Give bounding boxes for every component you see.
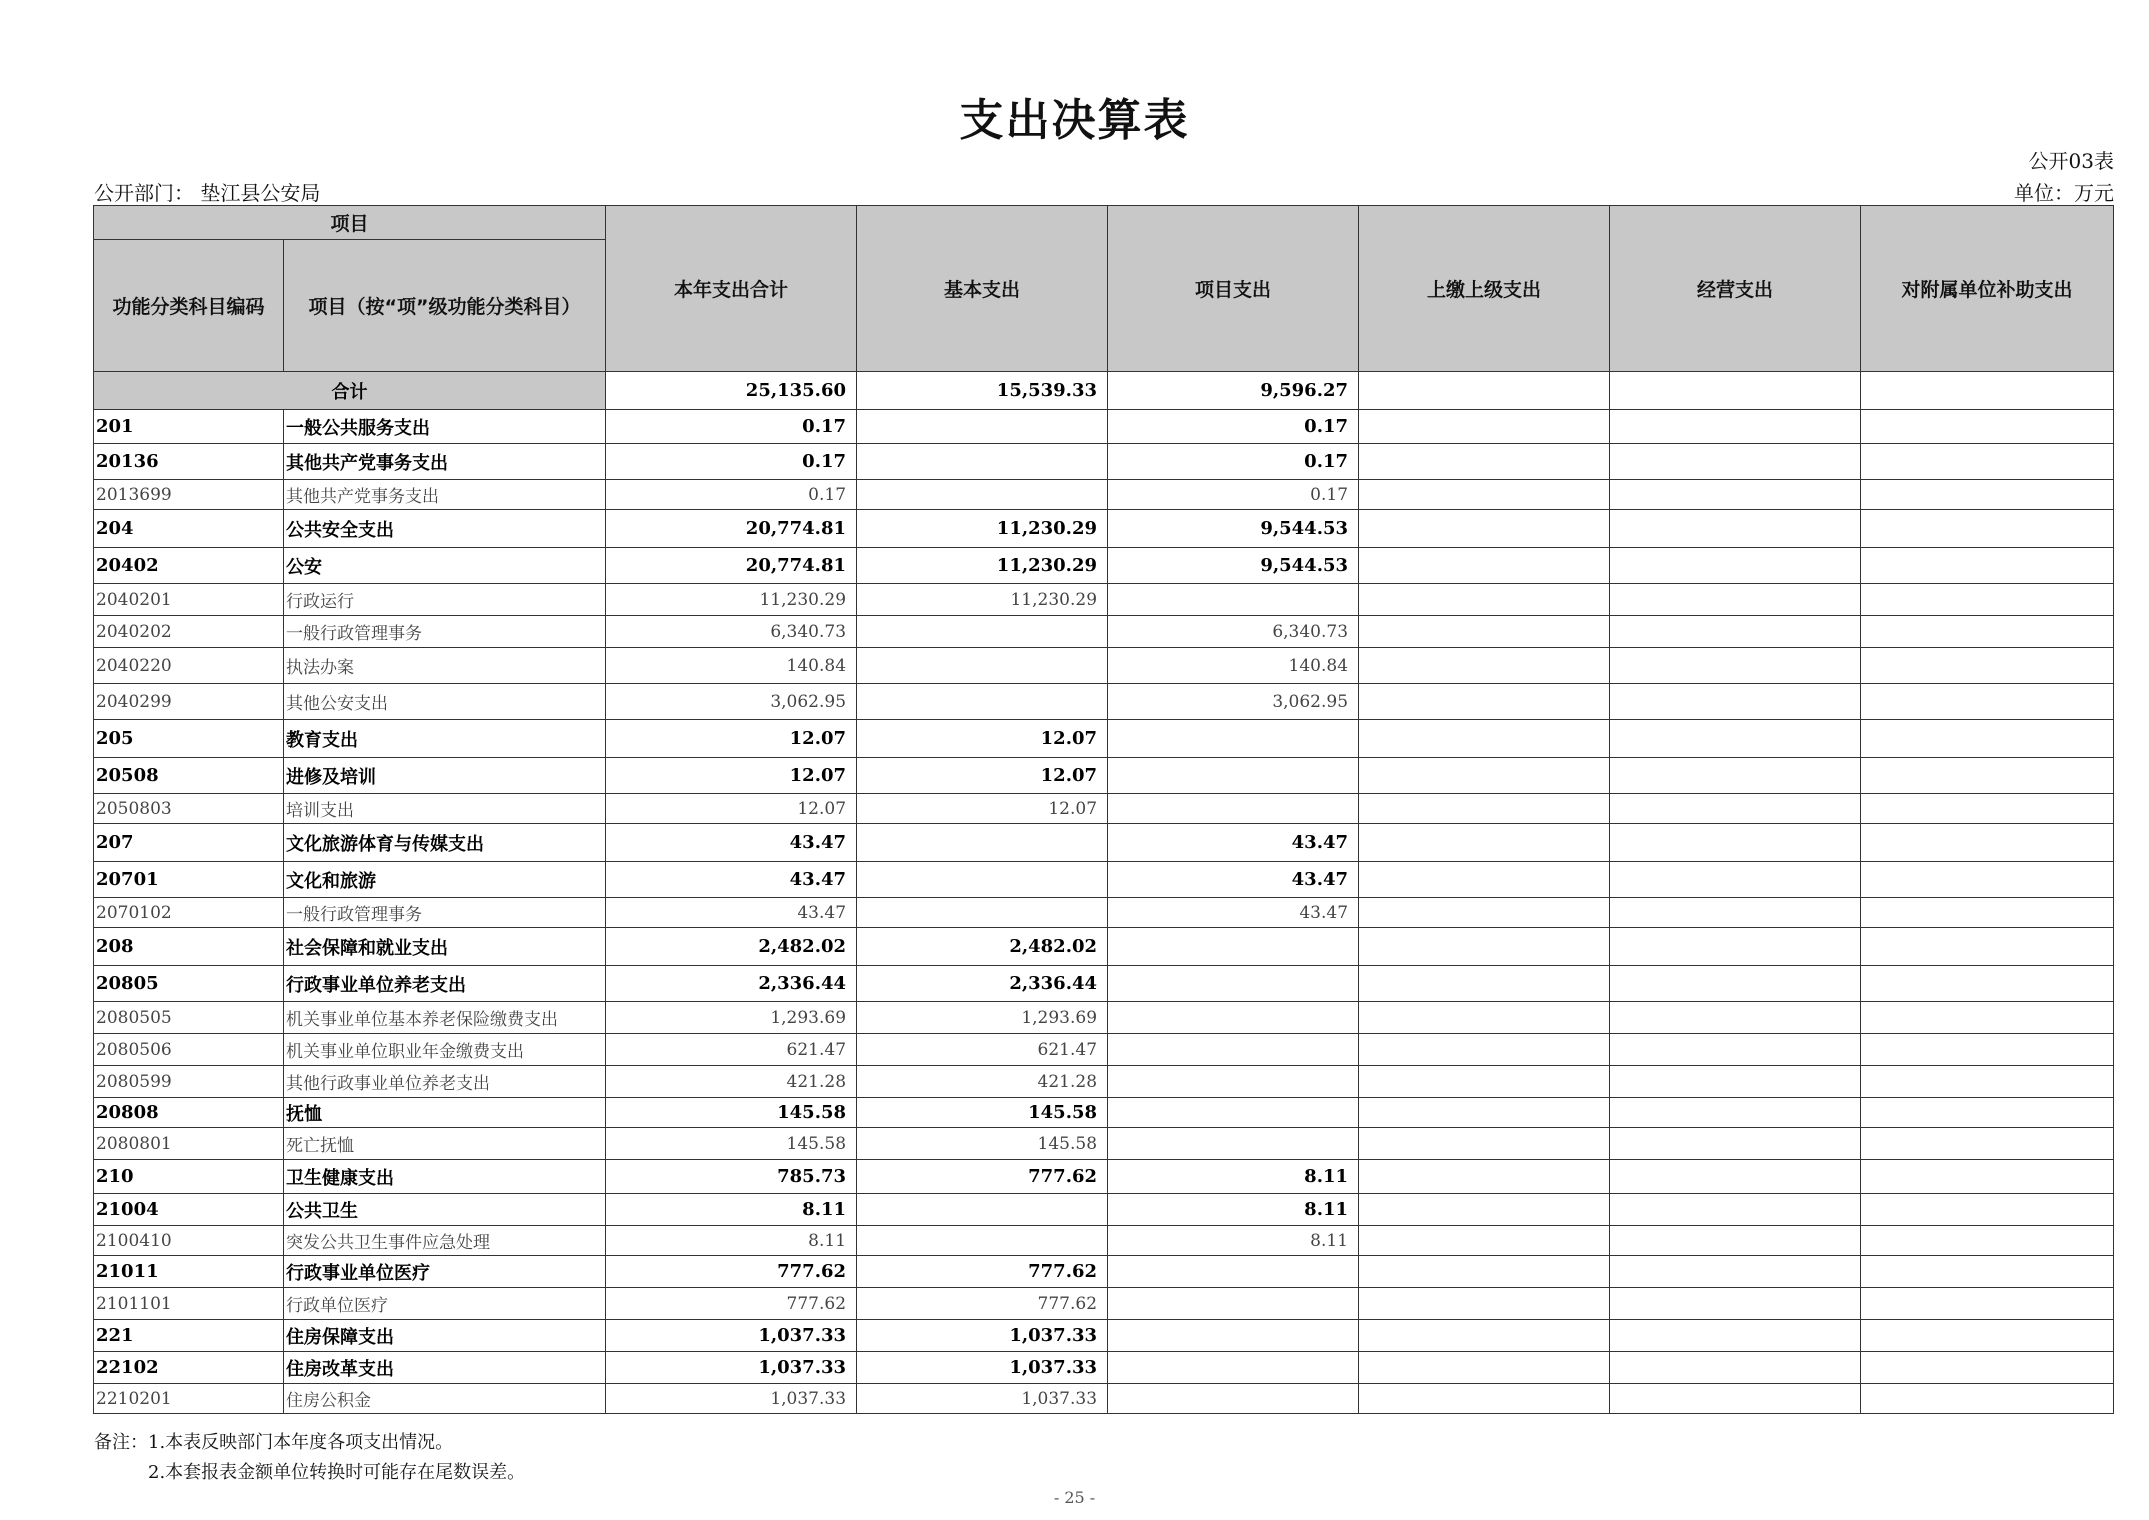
cell-upper [1359, 1320, 1610, 1352]
cell-project: 8.11 [1108, 1160, 1359, 1194]
cell-name: 其他公安支出 [284, 684, 606, 720]
cell-subsidy [1861, 548, 2114, 584]
cell-basic: 1,037.33 [857, 1320, 1108, 1352]
note-2: 2.本套报表金额单位转换时可能存在尾数误差。 [148, 1462, 526, 1483]
cell-basic [857, 862, 1108, 898]
cell-name: 行政运行 [284, 584, 606, 616]
cell-name: 文化和旅游 [284, 862, 606, 898]
cell-upper [1359, 1226, 1610, 1256]
cell-upper [1359, 966, 1610, 1002]
cell-upper [1359, 758, 1610, 794]
table-row [94, 794, 2114, 824]
table-row [94, 1384, 2114, 1414]
cell-total: 0.17 [606, 410, 857, 444]
cell-basic: 145.58 [857, 1128, 1108, 1160]
cell-project: 8.11 [1108, 1194, 1359, 1226]
cell-code: 205 [94, 720, 284, 758]
cell-code: 2040220 [94, 648, 284, 684]
cell-subsidy [1861, 648, 2114, 684]
cell-upper [1359, 1002, 1610, 1034]
cell-upper [1359, 548, 1610, 584]
cell-project [1108, 966, 1359, 1002]
cell-total: 777.62 [606, 1288, 857, 1320]
cell-name: 其他共产党事务支出 [284, 444, 606, 480]
cell-business [1610, 928, 1861, 966]
cell-code: 22102 [94, 1352, 284, 1384]
cell-subsidy [1861, 1002, 2114, 1034]
cell-subsidy [1861, 1288, 2114, 1320]
cell-total: 1,037.33 [606, 1320, 857, 1352]
cell-project [1108, 584, 1359, 616]
cell-project: 140.84 [1108, 648, 1359, 684]
cell-business [1610, 1256, 1861, 1288]
cell-business [1610, 1098, 1861, 1128]
cell-upper [1359, 510, 1610, 548]
cell-name: 执法办案 [284, 648, 606, 684]
table-row [94, 410, 2114, 444]
cell-total: 11,230.29 [606, 584, 857, 616]
cell-business [1610, 898, 1861, 928]
department-label: 公开部门： 垫江县公安局 [94, 181, 321, 205]
table-row [94, 758, 2114, 794]
cell-code: 208 [94, 928, 284, 966]
table-row [94, 1320, 2114, 1352]
cell-total: 2,336.44 [606, 966, 857, 1002]
cell-total: 1,293.69 [606, 1002, 857, 1034]
cell-code: 210 [94, 1160, 284, 1194]
cell-upper [1359, 1128, 1610, 1160]
header-project-exp: 项目支出 [1108, 206, 1359, 372]
table-row [94, 928, 2114, 966]
cell-subsidy [1861, 684, 2114, 720]
table-row [94, 824, 2114, 862]
cell-code: 2050803 [94, 794, 284, 824]
cell-code: 2040201 [94, 584, 284, 616]
cell-upper [1359, 480, 1610, 510]
cell-name: 一般行政管理事务 [284, 898, 606, 928]
cell-upper [1359, 444, 1610, 480]
cell-code: 207 [94, 824, 284, 862]
cell-business [1610, 1066, 1861, 1098]
cell-subsidy [1861, 966, 2114, 1002]
cell-upper [1359, 1384, 1610, 1414]
cell-subsidy [1861, 1256, 2114, 1288]
cell-upper [1359, 720, 1610, 758]
cell-code: 20808 [94, 1098, 284, 1128]
cell-project: 0.17 [1108, 444, 1359, 480]
table-row [94, 1128, 2114, 1160]
cell-basic: 1,293.69 [857, 1002, 1108, 1034]
cell-total: 12.07 [606, 720, 857, 758]
cell-subsidy [1861, 1066, 2114, 1098]
header-business: 经营支出 [1610, 206, 1861, 372]
cell-code: 2080599 [94, 1066, 284, 1098]
cell-code: 21004 [94, 1194, 284, 1226]
cell-name: 公共卫生 [284, 1194, 606, 1226]
cell-total: 3,062.95 [606, 684, 857, 720]
table-row [94, 1226, 2114, 1256]
total-upper-cell [1359, 372, 1610, 410]
cell-name: 文化旅游体育与传媒支出 [284, 824, 606, 862]
cell-project: 9,544.53 [1108, 510, 1359, 548]
cell-subsidy [1861, 510, 2114, 548]
cell-upper [1359, 616, 1610, 648]
cell-total: 8.11 [606, 1194, 857, 1226]
cell-project [1108, 1288, 1359, 1320]
total-basic-cell: 15,539.33 [857, 372, 1108, 410]
cell-business [1610, 1384, 1861, 1414]
cell-name: 培训支出 [284, 794, 606, 824]
cell-total: 43.47 [606, 862, 857, 898]
cell-business [1610, 616, 1861, 648]
table-row [94, 898, 2114, 928]
cell-code: 2080506 [94, 1034, 284, 1066]
cell-code: 20701 [94, 862, 284, 898]
cell-name: 死亡抚恤 [284, 1128, 606, 1160]
cell-project [1108, 794, 1359, 824]
cell-business [1610, 1002, 1861, 1034]
cell-total: 621.47 [606, 1034, 857, 1066]
cell-upper [1359, 684, 1610, 720]
cell-basic [857, 410, 1108, 444]
total-project-cell: 9,596.27 [1108, 372, 1359, 410]
cell-business [1610, 548, 1861, 584]
table-row [94, 1256, 2114, 1288]
header-code: 功能分类科目编码 [94, 240, 284, 372]
cell-code: 20508 [94, 758, 284, 794]
table-row [94, 966, 2114, 1002]
cell-subsidy [1861, 1226, 2114, 1256]
cell-upper [1359, 584, 1610, 616]
cell-project: 0.17 [1108, 410, 1359, 444]
cell-project: 43.47 [1108, 862, 1359, 898]
cell-project: 9,544.53 [1108, 548, 1359, 584]
cell-upper [1359, 1352, 1610, 1384]
cell-basic: 1,037.33 [857, 1384, 1108, 1414]
cell-project [1108, 1002, 1359, 1034]
cell-total: 785.73 [606, 1160, 857, 1194]
cell-business [1610, 720, 1861, 758]
header-project: 项目 [94, 206, 606, 240]
cell-name: 其他行政事业单位养老支出 [284, 1066, 606, 1098]
cell-basic [857, 444, 1108, 480]
table-row [94, 648, 2114, 684]
cell-name: 抚恤 [284, 1098, 606, 1128]
cell-business [1610, 824, 1861, 862]
cell-business [1610, 1194, 1861, 1226]
cell-upper [1359, 1098, 1610, 1128]
cell-basic: 621.47 [857, 1034, 1108, 1066]
cell-subsidy [1861, 928, 2114, 966]
cell-code: 21011 [94, 1256, 284, 1288]
table-row [94, 862, 2114, 898]
cell-total: 1,037.33 [606, 1384, 857, 1414]
cell-project: 3,062.95 [1108, 684, 1359, 720]
cell-business [1610, 1352, 1861, 1384]
cell-subsidy [1861, 720, 2114, 758]
cell-project [1108, 1320, 1359, 1352]
expenditure-table [93, 205, 2114, 1414]
cell-subsidy [1861, 1194, 2114, 1226]
cell-total: 12.07 [606, 758, 857, 794]
cell-name: 一般行政管理事务 [284, 616, 606, 648]
cell-basic [857, 1226, 1108, 1256]
cell-name: 进修及培训 [284, 758, 606, 794]
cell-subsidy [1861, 758, 2114, 794]
form-number: 公开03表 [2028, 149, 2114, 173]
cell-upper [1359, 898, 1610, 928]
cell-basic [857, 648, 1108, 684]
unit-label: 单位：万元 [2014, 181, 2114, 205]
cell-business [1610, 648, 1861, 684]
header-basic: 基本支出 [857, 206, 1108, 372]
cell-total: 421.28 [606, 1066, 857, 1098]
cell-project: 43.47 [1108, 898, 1359, 928]
cell-upper [1359, 824, 1610, 862]
cell-basic [857, 616, 1108, 648]
cell-project: 6,340.73 [1108, 616, 1359, 648]
cell-name: 行政事业单位医疗 [284, 1256, 606, 1288]
header-subsidy: 对附属单位补助支出 [1861, 206, 2114, 372]
cell-subsidy [1861, 1384, 2114, 1414]
cell-code: 204 [94, 510, 284, 548]
total-label: 合计 [94, 372, 606, 410]
cell-name: 其他共产党事务支出 [284, 480, 606, 510]
cell-subsidy [1861, 824, 2114, 862]
cell-name: 社会保障和就业支出 [284, 928, 606, 966]
cell-upper [1359, 1256, 1610, 1288]
cell-business [1610, 1320, 1861, 1352]
total-cell: 25,135.60 [606, 372, 857, 410]
cell-name: 突发公共卫生事件应急处理 [284, 1226, 606, 1256]
cell-total: 20,774.81 [606, 548, 857, 584]
cell-subsidy [1861, 898, 2114, 928]
cell-code: 201 [94, 410, 284, 444]
table-row [94, 684, 2114, 720]
table-row [94, 1160, 2114, 1194]
cell-basic [857, 824, 1108, 862]
cell-code: 2013699 [94, 480, 284, 510]
cell-basic: 12.07 [857, 758, 1108, 794]
cell-code: 20136 [94, 444, 284, 480]
table-row [94, 1002, 2114, 1034]
cell-basic: 2,482.02 [857, 928, 1108, 966]
cell-basic [857, 480, 1108, 510]
cell-basic: 2,336.44 [857, 966, 1108, 1002]
cell-business [1610, 684, 1861, 720]
cell-name: 机关事业单位基本养老保险缴费支出 [284, 1002, 606, 1034]
page-number: - 25 - [1053, 1488, 1096, 1507]
cell-subsidy [1861, 1352, 2114, 1384]
cell-total: 0.17 [606, 444, 857, 480]
table-row [94, 444, 2114, 480]
cell-code: 2040299 [94, 684, 284, 720]
cell-basic: 12.07 [857, 720, 1108, 758]
cell-project [1108, 720, 1359, 758]
header-upper: 上缴上级支出 [1359, 206, 1610, 372]
table-row [94, 1066, 2114, 1098]
total-subsidy-cell [1861, 372, 2114, 410]
cell-business [1610, 794, 1861, 824]
cell-business [1610, 584, 1861, 616]
cell-project [1108, 1352, 1359, 1384]
header-total: 本年支出合计 [606, 206, 857, 372]
cell-basic [857, 684, 1108, 720]
cell-basic: 145.58 [857, 1098, 1108, 1128]
cell-basic: 11,230.29 [857, 584, 1108, 616]
cell-business [1610, 1226, 1861, 1256]
notes [94, 1428, 525, 1488]
cell-basic: 777.62 [857, 1256, 1108, 1288]
cell-business [1610, 510, 1861, 548]
cell-upper [1359, 1288, 1610, 1320]
table-row [94, 584, 2114, 616]
cell-subsidy [1861, 794, 2114, 824]
cell-name: 住房公积金 [284, 1384, 606, 1414]
cell-total: 8.11 [606, 1226, 857, 1256]
cell-business [1610, 1128, 1861, 1160]
cell-project [1108, 1128, 1359, 1160]
cell-total: 145.58 [606, 1098, 857, 1128]
cell-business [1610, 758, 1861, 794]
cell-upper [1359, 1066, 1610, 1098]
cell-upper [1359, 1160, 1610, 1194]
cell-project: 0.17 [1108, 480, 1359, 510]
cell-subsidy [1861, 584, 2114, 616]
cell-subsidy [1861, 862, 2114, 898]
cell-name: 公共安全支出 [284, 510, 606, 548]
cell-basic: 11,230.29 [857, 510, 1108, 548]
cell-project: 43.47 [1108, 824, 1359, 862]
cell-upper [1359, 648, 1610, 684]
cell-business [1610, 444, 1861, 480]
cell-total: 140.84 [606, 648, 857, 684]
cell-basic [857, 898, 1108, 928]
table-row [94, 1194, 2114, 1226]
cell-upper [1359, 862, 1610, 898]
cell-code: 2210201 [94, 1384, 284, 1414]
table-row [94, 1352, 2114, 1384]
cell-upper [1359, 410, 1610, 444]
cell-business [1610, 1160, 1861, 1194]
cell-code: 2070102 [94, 898, 284, 928]
cell-project: 8.11 [1108, 1226, 1359, 1256]
table-row [94, 480, 2114, 510]
cell-subsidy [1861, 616, 2114, 648]
table-row [94, 616, 2114, 648]
table-row [94, 548, 2114, 584]
cell-business [1610, 1034, 1861, 1066]
cell-subsidy [1861, 1098, 2114, 1128]
cell-total: 1,037.33 [606, 1352, 857, 1384]
cell-business [1610, 480, 1861, 510]
cell-name: 住房保障支出 [284, 1320, 606, 1352]
cell-total: 20,774.81 [606, 510, 857, 548]
cell-name: 机关事业单位职业年金缴费支出 [284, 1034, 606, 1066]
cell-code: 2080505 [94, 1002, 284, 1034]
cell-basic: 777.62 [857, 1160, 1108, 1194]
cell-name: 教育支出 [284, 720, 606, 758]
cell-name: 住房改革支出 [284, 1352, 606, 1384]
cell-basic: 12.07 [857, 794, 1108, 824]
header-name: 项目（按“项”级功能分类科目） [284, 240, 606, 372]
cell-project [1108, 928, 1359, 966]
cell-subsidy [1861, 1034, 2114, 1066]
cell-name: 一般公共服务支出 [284, 410, 606, 444]
cell-project [1108, 1034, 1359, 1066]
cell-subsidy [1861, 444, 2114, 480]
table-row [94, 720, 2114, 758]
cell-upper [1359, 794, 1610, 824]
cell-upper [1359, 928, 1610, 966]
cell-total: 0.17 [606, 480, 857, 510]
cell-basic: 11,230.29 [857, 548, 1108, 584]
cell-code: 20402 [94, 548, 284, 584]
cell-code: 221 [94, 1320, 284, 1352]
total-row [94, 372, 2114, 410]
cell-business [1610, 862, 1861, 898]
table-row [94, 1288, 2114, 1320]
cell-total: 777.62 [606, 1256, 857, 1288]
cell-project [1108, 1256, 1359, 1288]
cell-basic [857, 1194, 1108, 1226]
cell-code: 2040202 [94, 616, 284, 648]
cell-code: 2080801 [94, 1128, 284, 1160]
cell-basic: 421.28 [857, 1066, 1108, 1098]
cell-code: 2101101 [94, 1288, 284, 1320]
table-row [94, 510, 2114, 548]
cell-business [1610, 966, 1861, 1002]
cell-upper [1359, 1034, 1610, 1066]
cell-total: 43.47 [606, 824, 857, 862]
cell-project [1108, 1098, 1359, 1128]
cell-subsidy [1861, 1160, 2114, 1194]
cell-name: 行政事业单位养老支出 [284, 966, 606, 1002]
cell-code: 2100410 [94, 1226, 284, 1256]
cell-project [1108, 1066, 1359, 1098]
cell-subsidy [1861, 480, 2114, 510]
cell-subsidy [1861, 1128, 2114, 1160]
cell-name: 卫生健康支出 [284, 1160, 606, 1194]
table-row [94, 1098, 2114, 1128]
cell-basic: 777.62 [857, 1288, 1108, 1320]
cell-business [1610, 410, 1861, 444]
cell-basic: 1,037.33 [857, 1352, 1108, 1384]
cell-project [1108, 1384, 1359, 1414]
cell-total: 6,340.73 [606, 616, 857, 648]
cell-name: 行政单位医疗 [284, 1288, 606, 1320]
cell-business [1610, 1288, 1861, 1320]
cell-upper [1359, 1194, 1610, 1226]
total-business-cell [1610, 372, 1861, 410]
table-row [94, 1034, 2114, 1066]
cell-total: 145.58 [606, 1128, 857, 1160]
cell-code: 20805 [94, 966, 284, 1002]
cell-total: 43.47 [606, 898, 857, 928]
cell-total: 12.07 [606, 794, 857, 824]
cell-project [1108, 758, 1359, 794]
page-title: 支出决算表 [959, 95, 1190, 146]
cell-name: 公安 [284, 548, 606, 584]
cell-total: 2,482.02 [606, 928, 857, 966]
cell-subsidy [1861, 410, 2114, 444]
note-1: 备注：1.本表反映部门本年度各项支出情况。 [94, 1432, 454, 1453]
cell-subsidy [1861, 1320, 2114, 1352]
